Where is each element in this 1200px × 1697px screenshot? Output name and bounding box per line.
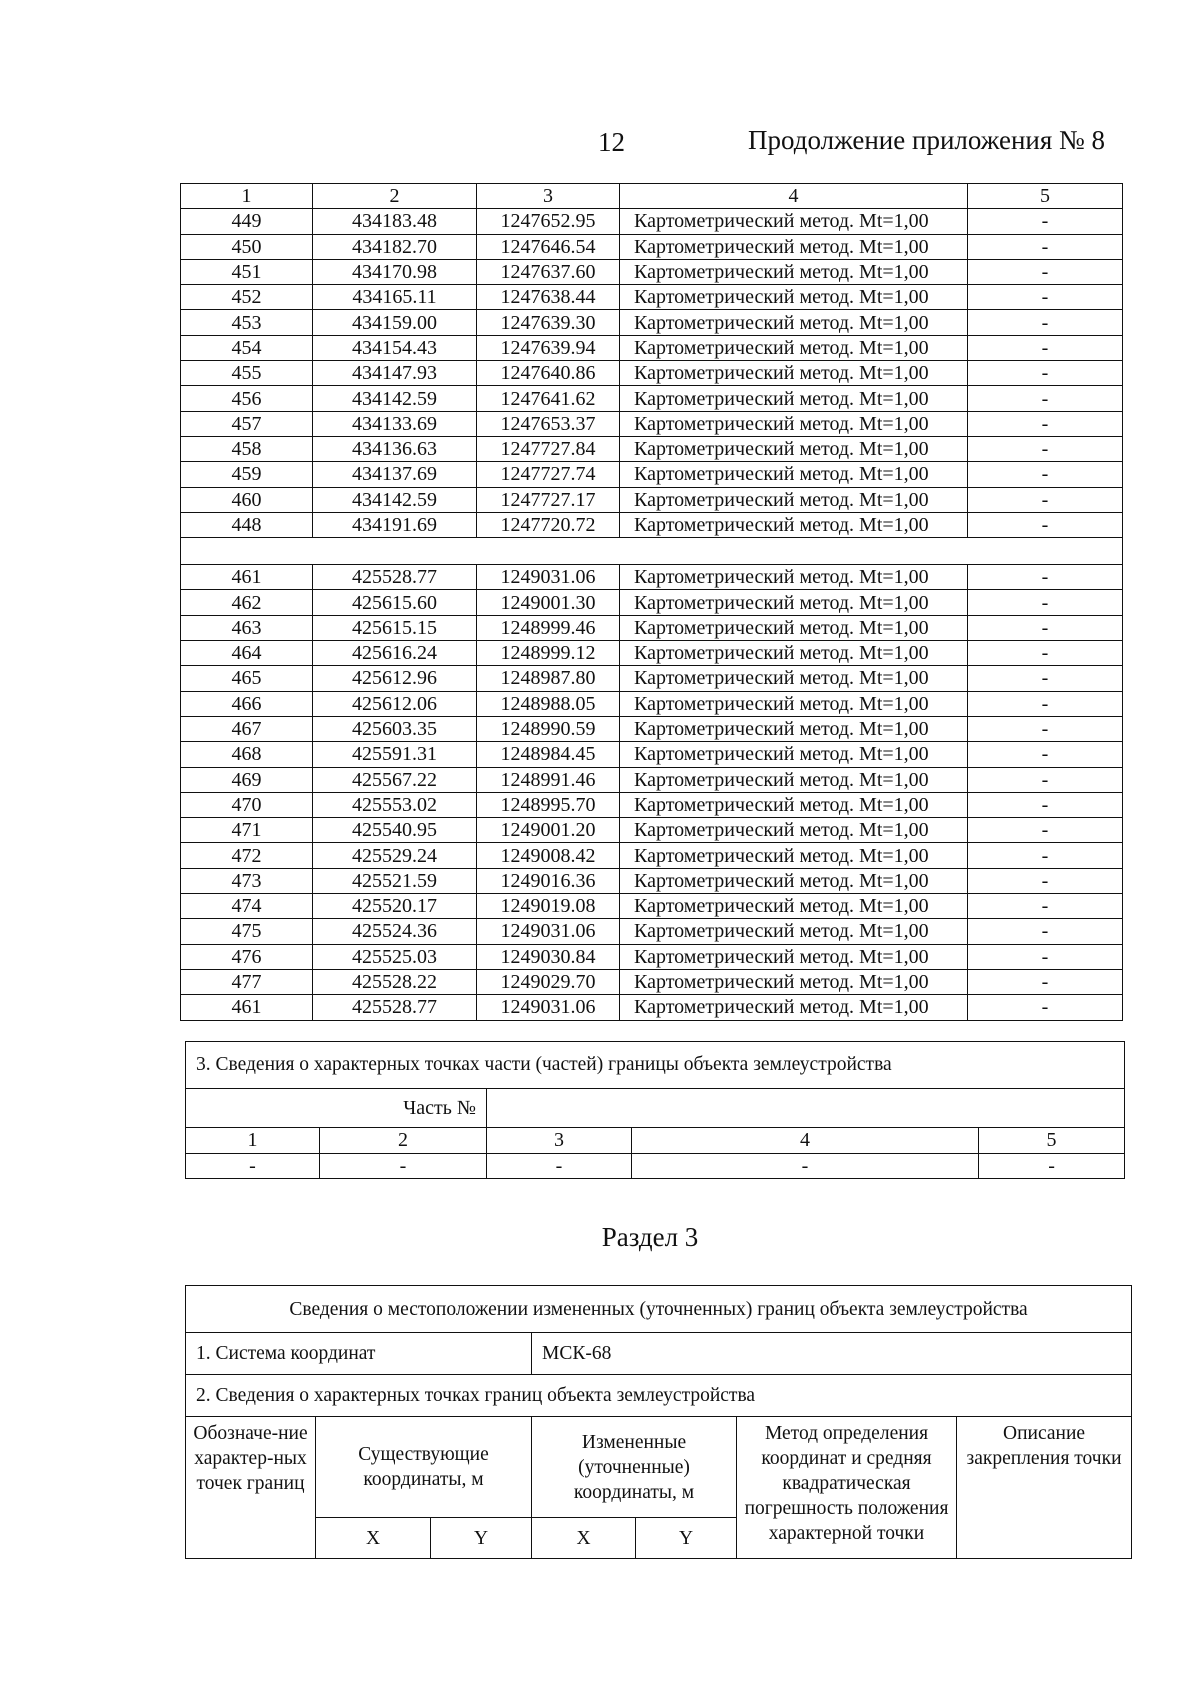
table-cell: - [968, 995, 1123, 1020]
table-row [181, 691, 1123, 716]
table-cell: - [968, 310, 1123, 335]
table-cell: 1249016.36 [477, 868, 620, 893]
table-cell: - [968, 767, 1123, 792]
table-cell: - [487, 1154, 632, 1179]
table-cell: 425603.35 [313, 716, 477, 741]
table-cell: 460 [181, 487, 313, 512]
table-cell: 470 [181, 792, 313, 817]
table-cell: 463 [181, 615, 313, 640]
table-cell: 434137.69 [313, 462, 477, 487]
table-row [181, 310, 1123, 335]
table-cell: - [968, 969, 1123, 994]
table-cell: 425615.60 [313, 590, 477, 615]
table-cell: 1249001.30 [477, 590, 620, 615]
parts-table [185, 1041, 1125, 1179]
table-cell: - [968, 666, 1123, 691]
table-cell: 425591.31 [313, 742, 477, 767]
table-row [181, 919, 1123, 944]
table-cell: 1247646.54 [477, 234, 620, 259]
table-cell: 1247639.94 [477, 335, 620, 360]
table-cell: 1247727.74 [477, 462, 620, 487]
table-row [181, 944, 1123, 969]
table-row [181, 487, 1123, 512]
table-cell: 461 [181, 995, 313, 1020]
table-cell: - [968, 615, 1123, 640]
table-cell: 449 [181, 209, 313, 234]
table-cell: 467 [181, 716, 313, 741]
table-row [181, 386, 1123, 411]
table-cell: - [968, 691, 1123, 716]
table-cell: 1249019.08 [477, 894, 620, 919]
table-cell: 1249031.06 [477, 919, 620, 944]
table-cell: - [968, 335, 1123, 360]
column-header-existing: Существующие координаты, м [316, 1417, 532, 1518]
table-cell: - [968, 843, 1123, 868]
column-header: 4 [620, 184, 968, 209]
table-cell: 475 [181, 919, 313, 944]
method-cell: Картометрический метод. Mt=1,00 [620, 716, 968, 741]
table-row [181, 995, 1123, 1020]
method-cell: Картометрический метод. Mt=1,00 [620, 436, 968, 461]
table-cell: - [968, 285, 1123, 310]
table-cell: 1247637.60 [477, 259, 620, 284]
table-cell: - [968, 259, 1123, 284]
table-cell: 1247727.17 [477, 487, 620, 512]
table-cell: 425521.59 [313, 868, 477, 893]
table-cell: - [968, 590, 1123, 615]
table-row [181, 792, 1123, 817]
table-cell: 425612.06 [313, 691, 477, 716]
table-cell: 434142.59 [313, 386, 477, 411]
table-cell: 434147.93 [313, 361, 477, 386]
table-cell: 425612.96 [313, 666, 477, 691]
appendix-title: Продолжение приложения № 8 [748, 125, 1106, 155]
column-header: 4 [632, 1128, 979, 1154]
table-cell: 425525.03 [313, 944, 477, 969]
table-cell: - [968, 565, 1123, 590]
table-cell: 434165.11 [313, 285, 477, 310]
method-cell: Картометрический метод. Mt=1,00 [620, 590, 968, 615]
table-row [181, 590, 1123, 615]
method-cell: Картометрический метод. Mt=1,00 [620, 894, 968, 919]
table-row [181, 436, 1123, 461]
table-cell: 1249030.84 [477, 944, 620, 969]
table-cell: 452 [181, 285, 313, 310]
table-cell: - [968, 512, 1123, 537]
group-separator-row [181, 538, 1123, 565]
column-header: 5 [979, 1128, 1125, 1154]
table-cell: - [968, 361, 1123, 386]
table-row [181, 767, 1123, 792]
column-header: 1 [181, 184, 313, 209]
table-cell: 471 [181, 818, 313, 843]
table-cell: 434159.00 [313, 310, 477, 335]
separator-cell [181, 538, 1123, 565]
table-cell: - [968, 209, 1123, 234]
table-cell: 1249029.70 [477, 969, 620, 994]
table-row [186, 1154, 1125, 1179]
table-cell: 1247638.44 [477, 285, 620, 310]
table-cell: 434191.69 [313, 512, 477, 537]
column-header-y: Y [431, 1518, 532, 1559]
table-cell: 1247640.86 [477, 361, 620, 386]
table-cell: 425540.95 [313, 818, 477, 843]
column-header-description: Описание закрепления точки [957, 1417, 1132, 1559]
method-cell: Картометрический метод. Mt=1,00 [620, 767, 968, 792]
table-row [181, 666, 1123, 691]
table-cell: - [186, 1154, 320, 1179]
table-cell: 455 [181, 361, 313, 386]
table-row [181, 969, 1123, 994]
table-cell: 468 [181, 742, 313, 767]
coord-system-label: 1. Система координат [186, 1333, 532, 1375]
method-cell: Картометрический метод. Mt=1,00 [620, 234, 968, 259]
table-cell: - [968, 234, 1123, 259]
part-number-value [487, 1089, 1125, 1128]
table-cell: - [968, 436, 1123, 461]
method-cell: Картометрический метод. Mt=1,00 [620, 411, 968, 436]
table-cell: - [968, 487, 1123, 512]
table-cell: - [968, 462, 1123, 487]
table-cell: 450 [181, 234, 313, 259]
table-cell: 1247720.72 [477, 512, 620, 537]
table-cell: 1247639.30 [477, 310, 620, 335]
table-cell: 425528.77 [313, 565, 477, 590]
table-cell: 434183.48 [313, 209, 477, 234]
coordinates-table [180, 183, 1123, 1021]
section3-table [185, 1285, 1132, 1559]
table-cell: 434182.70 [313, 234, 477, 259]
table-cell: 425567.22 [313, 767, 477, 792]
table-cell: 425529.24 [313, 843, 477, 868]
table-cell: 425528.22 [313, 969, 477, 994]
table-cell: 473 [181, 868, 313, 893]
table-row [181, 361, 1123, 386]
method-cell: Картометрический метод. Mt=1,00 [620, 995, 968, 1020]
table-row [181, 894, 1123, 919]
table-cell: 457 [181, 411, 313, 436]
table-cell: 469 [181, 767, 313, 792]
column-header-x: X [316, 1518, 431, 1559]
table-row [181, 843, 1123, 868]
table-cell: 1249031.06 [477, 565, 620, 590]
table-cell: 456 [181, 386, 313, 411]
table-cell: 1247727.84 [477, 436, 620, 461]
table-cell: - [968, 641, 1123, 666]
table-cell: 434154.43 [313, 335, 477, 360]
table-cell: 1247653.37 [477, 411, 620, 436]
table-row [181, 512, 1123, 537]
table-cell: - [968, 716, 1123, 741]
table-cell: 1248988.05 [477, 691, 620, 716]
section3-table-title: Сведения о местоположении измененных (уточненных) границ объекта землеустройства [186, 1286, 1132, 1333]
method-cell: Картометрический метод. Mt=1,00 [620, 818, 968, 843]
column-header-designation: Обозначе-ние характер-ных точек границ [186, 1417, 316, 1559]
table-row [181, 335, 1123, 360]
coord-system-value: МСК-68 [532, 1333, 1132, 1375]
table-cell: - [968, 742, 1123, 767]
table-cell: 425615.15 [313, 615, 477, 640]
column-header: 3 [477, 184, 620, 209]
table-cell: 1248990.59 [477, 716, 620, 741]
table-cell: - [968, 818, 1123, 843]
table-cell: - [968, 894, 1123, 919]
table-cell: 434142.59 [313, 487, 477, 512]
table-cell: 1248999.12 [477, 641, 620, 666]
table-cell: - [968, 792, 1123, 817]
table-cell: 453 [181, 310, 313, 335]
page-number: 12 [598, 127, 625, 157]
table-cell: 425528.77 [313, 995, 477, 1020]
column-header-changed: Измененные (уточненные) координаты, м [532, 1417, 737, 1518]
table-cell: 1248987.80 [477, 666, 620, 691]
table-cell: 1248995.70 [477, 792, 620, 817]
table-cell: 1248991.46 [477, 767, 620, 792]
method-cell: Картометрический метод. Mt=1,00 [620, 868, 968, 893]
method-cell: Картометрический метод. Mt=1,00 [620, 969, 968, 994]
method-cell: Картометрический метод. Mt=1,00 [620, 565, 968, 590]
table-cell: 1247652.95 [477, 209, 620, 234]
table-cell: 454 [181, 335, 313, 360]
table-cell: 1249031.06 [477, 995, 620, 1020]
table-row [181, 742, 1123, 767]
table-cell: 476 [181, 944, 313, 969]
table-cell: - [968, 868, 1123, 893]
method-cell: Картометрический метод. Mt=1,00 [620, 742, 968, 767]
method-cell: Картометрический метод. Mt=1,00 [620, 285, 968, 310]
table-cell: 461 [181, 565, 313, 590]
table-cell: - [968, 919, 1123, 944]
table-cell: 464 [181, 641, 313, 666]
table-cell: - [968, 386, 1123, 411]
table-cell: 425520.17 [313, 894, 477, 919]
table-cell: 434136.63 [313, 436, 477, 461]
table-row [181, 615, 1123, 640]
method-cell: Картометрический метод. Mt=1,00 [620, 944, 968, 969]
table-cell: 458 [181, 436, 313, 461]
table-cell: 1248999.46 [477, 615, 620, 640]
column-header: 2 [320, 1128, 487, 1154]
table-row [181, 565, 1123, 590]
method-cell: Картометрический метод. Mt=1,00 [620, 462, 968, 487]
parts-title: 3. Сведения о характерных точках части (частей) границы объекта землеустройства [186, 1042, 1125, 1089]
table-cell: 425553.02 [313, 792, 477, 817]
table-header-row [181, 184, 1123, 209]
table-cell: 466 [181, 691, 313, 716]
points-title: 2. Сведения о характерных точках границ объекта землеустройства [186, 1375, 1132, 1417]
method-cell: Картометрический метод. Mt=1,00 [620, 209, 968, 234]
table-cell: 1249001.20 [477, 818, 620, 843]
table-cell: 477 [181, 969, 313, 994]
method-cell: Картометрический метод. Mt=1,00 [620, 335, 968, 360]
column-header-y: Y [636, 1518, 737, 1559]
table-row [181, 818, 1123, 843]
table-cell: 474 [181, 894, 313, 919]
table-row [181, 641, 1123, 666]
method-cell: Картометрический метод. Mt=1,00 [620, 843, 968, 868]
table-row [181, 868, 1123, 893]
column-header-method: Метод определения координат и средняя квадратическая погрешность положения характерной точки [737, 1417, 957, 1559]
method-cell: Картометрический метод. Mt=1,00 [620, 792, 968, 817]
table-cell: 465 [181, 666, 313, 691]
table-row [181, 209, 1123, 234]
table-row [181, 234, 1123, 259]
column-header: 1 [186, 1128, 320, 1154]
table-cell: 434170.98 [313, 259, 477, 284]
method-cell: Картометрический метод. Mt=1,00 [620, 919, 968, 944]
table-cell: 472 [181, 843, 313, 868]
table-row [181, 285, 1123, 310]
table-cell: 462 [181, 590, 313, 615]
method-cell: Картометрический метод. Mt=1,00 [620, 641, 968, 666]
method-cell: Картометрический метод. Mt=1,00 [620, 310, 968, 335]
method-cell: Картометрический метод. Mt=1,00 [620, 259, 968, 284]
table-cell: 425524.36 [313, 919, 477, 944]
table-cell: 451 [181, 259, 313, 284]
table-cell: - [968, 411, 1123, 436]
table-cell: - [632, 1154, 979, 1179]
method-cell: Картометрический метод. Mt=1,00 [620, 512, 968, 537]
method-cell: Картометрический метод. Mt=1,00 [620, 361, 968, 386]
method-cell: Картометрический метод. Mt=1,00 [620, 666, 968, 691]
table-cell: 1249008.42 [477, 843, 620, 868]
table-cell: 434133.69 [313, 411, 477, 436]
table-cell: 459 [181, 462, 313, 487]
column-header: 5 [968, 184, 1123, 209]
table-row [181, 462, 1123, 487]
table-cell: 448 [181, 512, 313, 537]
column-header: 2 [313, 184, 477, 209]
table-row [181, 259, 1123, 284]
table-cell: 425616.24 [313, 641, 477, 666]
table-cell: 1248984.45 [477, 742, 620, 767]
method-cell: Картометрический метод. Mt=1,00 [620, 691, 968, 716]
table-row [181, 411, 1123, 436]
section-title: Раздел 3 [601, 1222, 699, 1252]
table-cell: - [320, 1154, 487, 1179]
column-header-x: X [532, 1518, 636, 1559]
column-header: 3 [487, 1128, 632, 1154]
table-cell: - [979, 1154, 1125, 1179]
table-header-row [186, 1128, 1125, 1154]
table-cell: - [968, 944, 1123, 969]
method-cell: Картометрический метод. Mt=1,00 [620, 615, 968, 640]
table-row [181, 716, 1123, 741]
table-cell: 1247641.62 [477, 386, 620, 411]
method-cell: Картометрический метод. Mt=1,00 [620, 487, 968, 512]
method-cell: Картометрический метод. Mt=1,00 [620, 386, 968, 411]
part-number-label: Часть № [186, 1089, 487, 1128]
